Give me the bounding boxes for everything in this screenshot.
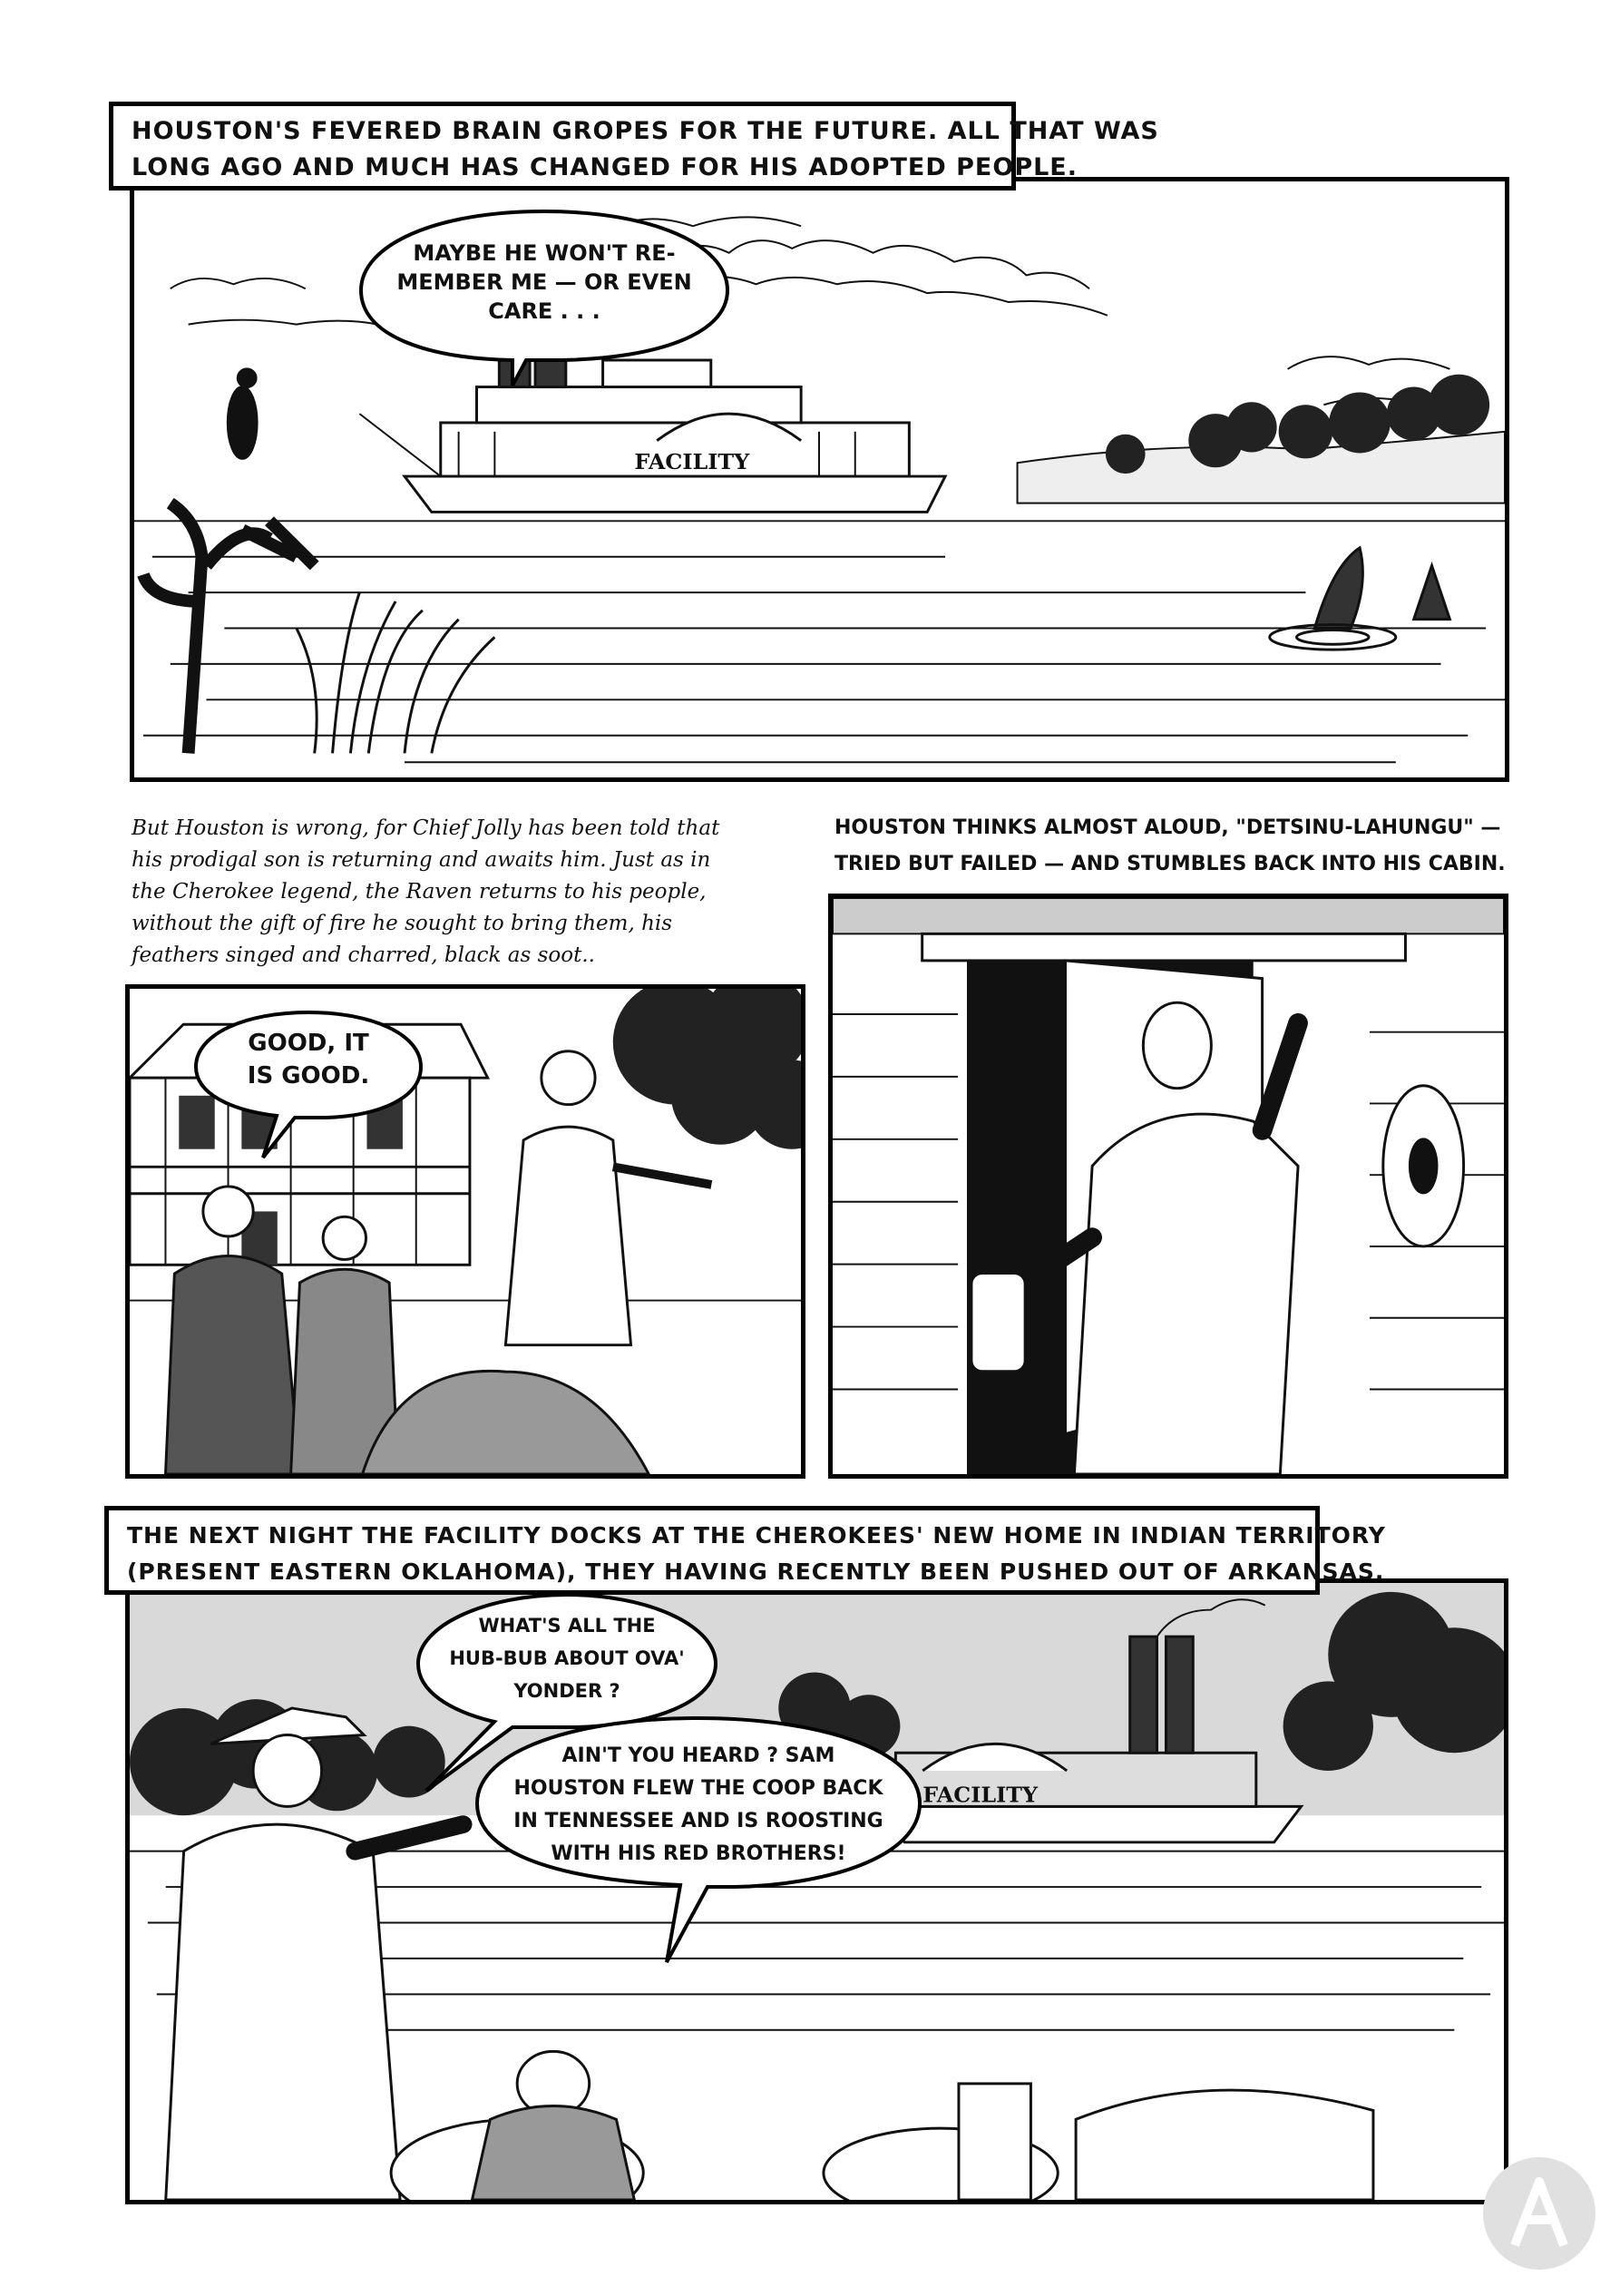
panel-1-steamboat bbox=[130, 177, 1509, 782]
bubble-bottom-2-line-3: IN TENNESSEE AND IS ROOSTING bbox=[513, 1810, 883, 1832]
panel-3-cabin-door bbox=[828, 894, 1508, 1479]
bubble-bottom-1-line-2: HUB-BUB ABOUT OVA' bbox=[449, 1647, 685, 1669]
speech-bubble-top bbox=[354, 204, 735, 386]
boat-name-top: FACILITY bbox=[634, 449, 750, 475]
speech-bubble-mid bbox=[190, 1007, 426, 1161]
bubble-bottom-2-line-1: AIN'T YOU HEARD ? SAM bbox=[561, 1744, 835, 1767]
narration-right bbox=[834, 810, 1515, 883]
narration-left-line-4: without the gift of fire he sought to bring them, his bbox=[132, 912, 673, 935]
cabin-door-scene bbox=[833, 898, 1504, 1474]
boat-name-bottom: FACILITY bbox=[922, 1782, 1039, 1808]
caption-top bbox=[109, 102, 1159, 191]
bubble-top-line-1: MAYBE HE WON'T RE- bbox=[413, 240, 676, 266]
bubble-top-line-3: CARE . . . bbox=[488, 298, 600, 324]
bubble-top-line-2: MEMBER ME — OR EVEN bbox=[396, 269, 692, 295]
bubble-bottom-2-line-2: HOUSTON FLEW THE COOP BACK bbox=[513, 1777, 883, 1800]
narration-left-line-2: his prodigal son is returning and awaits him. Just as in bbox=[132, 848, 711, 872]
narration-right-line-1: HOUSTON THINKS ALMOST ALOUD, "DETSINU-LAHUNGU" — bbox=[834, 816, 1501, 839]
caption-top-line-2: LONG AGO AND MUCH HAS CHANGED FOR HIS ADOPTED PEOPLE. bbox=[132, 153, 1078, 181]
speech-bubble-bottom-2 bbox=[472, 1713, 925, 1967]
bubble-bottom-1-line-3: YONDER ? bbox=[513, 1680, 620, 1702]
publisher-logo-icon bbox=[1480, 2154, 1598, 2272]
caption-top-line-1: HOUSTON'S FEVERED BRAIN GROPES FOR THE FUTURE. ALL THAT WAS bbox=[132, 117, 1159, 145]
steamboat-river-scene bbox=[134, 181, 1505, 777]
narration-left-line-1: But Houston is wrong, for Chief Jolly has been told that bbox=[132, 816, 720, 840]
narration-left-line-5: feathers singed and charred, black as soot.. bbox=[132, 943, 595, 967]
bubble-bottom-1-line-1: WHAT'S ALL THE bbox=[478, 1615, 656, 1637]
caption-bottom-line-2: (PRESENT EASTERN OKLAHOMA), THEY HAVING RECENTLY BEEN PUSHED OUT OF ARKANSAS. bbox=[127, 1558, 1385, 1585]
bubble-bottom-2-line-4: WITH HIS RED BROTHERS! bbox=[551, 1842, 846, 1865]
narration-right-line-2: TRIED BUT FAILED — AND STUMBLES BACK INTO HIS CABIN. bbox=[834, 853, 1506, 875]
bubble-mid-line-1: GOOD, IT bbox=[248, 1030, 369, 1057]
narration-left-line-3: the Cherokee legend, the Raven returns to his people, bbox=[132, 880, 707, 904]
narration-left bbox=[132, 813, 812, 972]
caption-bottom-line-1: THE NEXT NIGHT THE FACILITY DOCKS AT THE CHEROKEES' NEW HOME IN INDIAN TERRITORY bbox=[127, 1522, 1386, 1549]
bubble-mid-line-2: IS GOOD. bbox=[247, 1062, 370, 1089]
caption-bottom bbox=[104, 1506, 1386, 1595]
